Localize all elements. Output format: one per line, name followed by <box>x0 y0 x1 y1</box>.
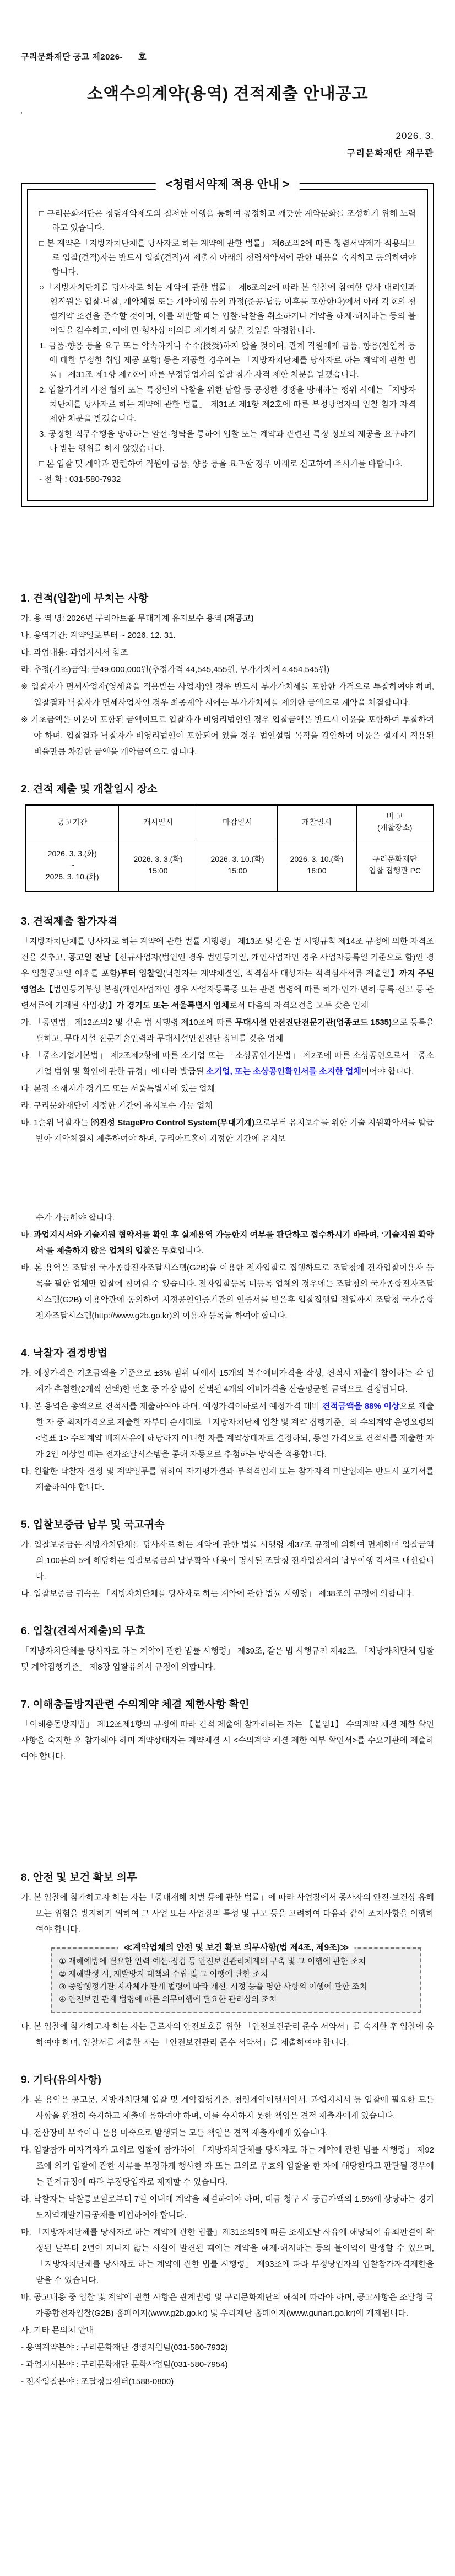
paragraph <box>21 2142 434 2190</box>
section-1-body <box>21 610 434 760</box>
text-run: 다. 본점 소재지가 경기도 또는 서울특별시에 있는 업체 <box>21 1084 215 1093</box>
section-2-heading: 2. 견적 제출 및 개찰일시 장소 <box>21 783 158 795</box>
text-run: 3. 공정한 직무수행을 방해하는 알선·청탁을 통하여 입찰 또는 계약과 관련된 특정 정보의 제공을 요구하거나 받는 행위를 하지 않겠습니다. <box>39 430 416 453</box>
page-title: 소액수의계약(용역) 견적제출 안내공고 <box>86 85 369 103</box>
integrity-pledge-content <box>27 189 428 501</box>
line: 2026. 3. 3.(화) <box>47 849 97 858</box>
section-7-heading: 7. 이해충돌방지관련 수의계약 체결 제한사항 확인 <box>21 1699 250 1710</box>
paragraph <box>39 427 416 456</box>
text-run: 나. 본 용역은 총액으로 견적서를 제출하여야 하며, 예정가격이하로서 예정가격 대비 <box>21 1402 322 1411</box>
line: 2026. 3. 10.(화) <box>290 855 344 863</box>
paragraph <box>21 1227 434 1259</box>
paragraph <box>39 281 416 338</box>
paragraph <box>21 1398 434 1462</box>
text-run: 소기업, 또는 소상공인확인서를 소지한 업체 <box>206 1067 361 1076</box>
section-9-body <box>21 2092 434 2390</box>
paragraph <box>21 1716 434 1764</box>
paragraph <box>21 2322 434 2338</box>
text-run: 가. 예정가격은 기초금액을 기준으로 ±3% 범위 내에서 15개의 복수예비가격을 작성, 견적서 제출에 참여하는 각 업체가 추첨한(2개씩 선택)한 번호 중 가장 많이 선택된 4개의 예비가격을 산술평균한 금액으로 결정됩니다. <box>21 1368 434 1394</box>
cell-deadline-datetime <box>198 839 277 892</box>
col-header-start-datetime <box>118 805 198 839</box>
cell-remarks <box>356 839 434 892</box>
text-run: ① 재해예방에 필요한 인력·예산·점검 등 안전보건관리체계의 구축 및 그 이행에 관한 조치 <box>59 1957 366 1966</box>
paragraph <box>21 2125 434 2141</box>
text-run: 다. 입찰참가 미자격자가 고의로 입찰에 참가하여 「지방자치단체를 당사자로 하는 계약에 관한 법률 시행령」 제92조에 의거 입찰에 관한 서류를 부정하게 행사한 자 또는 고의로 무효의 입찰을 한 자에 해당한다고 판단될 경우에는 관계규정에 따라 부정당업자로 제재할 수 있습니다. <box>21 2145 434 2187</box>
section-1-heading: 1. 견적(입찰)에 부치는 사항 <box>21 593 149 604</box>
cell-notice-period <box>26 839 118 892</box>
paragraph <box>39 473 416 487</box>
paragraph <box>21 1260 434 1324</box>
paragraph <box>59 1968 414 1981</box>
paragraph <box>21 2289 434 2321</box>
paragraph <box>21 1081 434 1097</box>
paragraph <box>21 2191 434 2223</box>
section-8-body-b <box>21 2019 434 2051</box>
text-run: 바. 본 용역은 조달청 국가종합전자조달시스템(G2B)을 이용한 전자입찰로 집행하므로 조달청에 전자입찰이용자 등록을 필한 업체만 입찰에 참여할 수 있습니다. 전자입찰등록 미등록 업체의 경우에는 조달청의 국가종합전자조달시스템(G2B) 이용약관에 동의하여 지정공인인증기관의 인증서를 받은후 입찰집행일 전일까지 조달청 국가종합전자조달시스템(http://www.g2b.go.kr)의 이용자 등록을 하여야 합니다. <box>21 1263 434 1321</box>
text-run: - 전자입찰분야 : 조달청콜센터(1588-0800) <box>21 2377 174 2386</box>
text-run: ※ 기초금액은 이윤이 포함된 금액이므로 입찰자가 비영리법인인 경우 입찰금액은 반드시 이윤을 포함하여 투찰하여야 하며, 입찰결과 낙찰자가 비영리법인이 포함되어 있을 경우 법인설립 목적을 감안하여 이윤은 설계시 적용된 비율만큼 차감한 금액을 계약금액으로 합니다. <box>21 715 434 756</box>
text-run: 법인등기부상 본점(개인사업자인 경우 사업자등록증 또는 관련 법령에 따른 허가·인가·면허·등록·신고 등 관련서류에 기재된 사업장) <box>21 985 434 1010</box>
text-run: 공고일 전날【 <box>68 953 120 962</box>
section-4-award-method <box>21 1345 434 1495</box>
paragraph <box>21 2374 434 2390</box>
line: 2026. 3. 10.(화) <box>45 872 99 881</box>
page-break-gap <box>21 1148 434 1209</box>
bid-schedule-table <box>25 804 434 892</box>
text-run: 】가 경기도 또는 서울특별시 업체 <box>108 1001 230 1010</box>
text-run: 입니다. <box>177 1246 204 1255</box>
paragraph <box>21 645 434 661</box>
paragraph <box>21 1586 434 1602</box>
text-run: ② 재해발생 시, 재발방지 대책의 수립 및 그 이행에 관한 조치 <box>59 1970 268 1979</box>
doc-date: 2026. 3. <box>396 131 434 141</box>
section-8-safety-health <box>21 1869 434 2051</box>
text-run: (재공고) <box>224 614 254 623</box>
col-header-deadline-datetime <box>198 805 277 839</box>
section-8-body-a <box>21 1890 434 1938</box>
cell-opening-datetime <box>277 839 356 892</box>
section-3-body-part1 <box>21 933 434 1147</box>
section-3-eligibility <box>21 913 434 1324</box>
text-run: - 전 화 : 031-580-7932 <box>39 475 121 484</box>
text-run: 나. 입찰보증금 귀속은 「지방자치단체를 당사자로 하는 계약에 관한 법률 시행령」 제38조의 규정에 의합니다. <box>21 1589 414 1598</box>
table-row <box>26 839 434 892</box>
text-run: 으로 제출한 자 중 최저가격으로 제출한 자부터 순서대로 「지방자치단체 입찰 및 계약 집행기준」의 수의계약 운영요령의 <별표 1> 수의계약 배제사유에 해당하지 아니한 자를 계약상대자로 결정하되, 동일 가격으로 견적서를 제출한 자가 2인 이상일 때는 전자조달시스템을 통해 자동으로 추첨하는 방식을 적용합니다. <box>36 1402 434 1459</box>
text-run: 나. 본 입찰에 참가하고자 하는 자는 근로자의 안전보호를 위한 「안전보건관리 준수 서약서」를 숙지한 후 입찰에 응하여야 하며, 입찰서를 제출한 자는 「안전보건관리 준수 서약서」를 제출하여야 합니다. <box>21 2022 434 2047</box>
integrity-pledge-box <box>21 178 434 507</box>
text-run: 「지방자치단체를 당사자로 하는 계약에 관한 법률 시행령」 제39조, 같은 법 시행규칙 제42조, 「지방자치단체 입찰 및 계약집행기준」 제8장 입찰유의서 규정에 의합니다. <box>21 1646 434 1672</box>
line: 공고기간 <box>57 817 88 827</box>
section-4-body <box>21 1365 434 1495</box>
text-run: 바. 공고내용 중 입찰 및 계약에 관한 사항은 관계법령 및 구리문화재단의 해석에 따라야 하며, 공고사항은 조달청 국가종합전자입찰(G2B) 홈페이지(www.g2b.go.kr) 및 우리재단 홈페이지(www.guriart.go.kr)에 게재됩니다. <box>21 2293 434 2318</box>
paragraph <box>39 207 416 235</box>
paragraph <box>21 933 434 1013</box>
section-8-heading: 8. 안전 및 보건 확보 의무 <box>21 1872 137 1883</box>
paragraph <box>21 1463 434 1495</box>
col-header-opening-datetime <box>277 805 356 839</box>
line: 입찰 집행관 PC <box>369 866 421 875</box>
paragraph <box>21 1365 434 1397</box>
text-run: 가. 본 입찰에 참가하고자 하는 자는「중대재해 처벌 등에 관한 법률」에 따라 사업장에서 종사자의 안전·보건상 유해 또는 위험을 방지하기 위하여 그 사업 또는 사업장의 특성 및 규모 등을 고려하여 다음과 같이 조치사항을 이행하여야 합니다. <box>21 1893 434 1934</box>
line: 15:00 <box>148 866 168 875</box>
text-run: 가. 입찰보증금은 지방자치단체를 당사자로 하는 계약에 관한 법률 시행령 제37조 규정에 의하여 면제하며 입찰금액의 100분의 5에 해당하는 입찰보증금의 납부확약 내용이 명시된 조달청 전자입찰서의 납부이행 각서로 대신합니다. <box>21 1540 434 1581</box>
text-run: 사. 기타 문의처 안내 <box>21 2326 94 2335</box>
text-run: ○「지방자치단체를 당사자로 하는 계약에 관한 법률」 제6조의2에 따라 본 입찰에 참여한 당사 대리인과 임직원은 입찰·낙찰, 계약체결 또는 계약이행 등의 과정(준공·납품 이후를 포함한다)에서 아래 각호의 청렴계약 조건을 준수할 것이며, 이를 위반할 때는 입찰·낙찰을 취소하거나 계약을 해제·해지하는 등의 불이익을 감수하고, 이에 민·형사상 이의를 제기하지 않을 것임을 약정합니다. <box>39 283 416 335</box>
text-run: 라. 추정(기초)금액: 금49,000,000원(추정가격 44,545,455원, 부가가치세 4,454,545원) <box>21 665 329 674</box>
line: ~ <box>70 860 75 870</box>
paragraph <box>39 237 416 280</box>
text-run: 다. 원활한 낙찰자 결정 및 계약업무를 위하여 자기평가결과 부적격업체 또는 참가자격 미달업체는 반드시 포기서를 제출하여야 합니다. <box>21 1467 434 1492</box>
section-3-heading: 3. 견적제출 참가자격 <box>21 916 118 927</box>
cell-start-datetime <box>118 839 198 892</box>
text-run: - 용역계약분야 : 구리문화재단 경영지원팀(031-580-7932) <box>21 2343 228 2352</box>
text-run: 나. 전산장비 부족이나 운용 미숙으로 발생되는 모든 책임은 견적 제출자에게 있습니다. <box>21 2128 328 2138</box>
section-6-heading: 6. 입찰(견적서제출)의 무효 <box>21 1625 145 1637</box>
text-run: 다. 과업내용: 과업지시서 참조 <box>21 648 128 657</box>
text-run: 가. 본 용역은 공고문, 지방자치단체 입찰 및 계약집행기준, 청렴계약이행서약서, 과업지시서 등 입찰에 필요한 모든 사항을 완전히 숙지하고 제출에 응하여야 하며, 이를 숙지하지 못한 책임은 견적 제출자에게 있습니다. <box>21 2095 434 2121</box>
paragraph <box>39 339 416 382</box>
paragraph <box>21 2357 434 2373</box>
text-run: 마. 「지방자치단체를 당사자로 하는 계약에 관한 법률」제31조의5에 따른 조세포탈 사유에 해당되어 유죄판결이 확정된 날부터 2년이 지나지 않는 사실이 발견된 때에는 계약을 해제·해지하는 등의 불이익이 발생할 수 있으며, 「지방자치단체를 당사자로 하는 계약에 관한 법률 시행령」 제93조에 따라 부정당업자의 입찰참가자격제한을 받을 수 있습니다. <box>21 2228 434 2285</box>
paragraph <box>59 1956 414 1968</box>
line: 구리문화재단 <box>372 855 418 863</box>
paragraph <box>21 1048 434 1080</box>
section-6-body <box>21 1643 434 1675</box>
text-run: (낙찰자는 계약체결일, 적격심사 대상자는 적격심사서류 제출일 <box>162 969 390 978</box>
section-6-invalid-bids <box>21 1623 434 1675</box>
text-run: □ 구리문화재단은 청렴계약제도의 철저한 이행을 통하여 공정하고 깨끗한 계약문화를 조성하기 위해 노력하고 있습니다. <box>39 209 416 233</box>
text-run: 수가 가능해야 합니다. <box>36 1213 115 1222</box>
text-run: 「지방자치단체를 당사자로 하는 계약에 관한 법률 시행령」 제13조 및 같은 법 시행규칙 제14조 규정에 의한 자격조건을 갖추고, <box>21 937 434 962</box>
text-run: 라. 낙찰자는 낙찰통보일로부터 7일 이내에 계약을 체결하여야 하며, 대금 청구 시 공급가액의 1.5%에 상당하는 경기도지역개발기금공채를 매입하여야 합니다. <box>21 2194 434 2220</box>
text-run: - 과업지시분야 : 구리문화재단 문화사업팀(031-580-7954) <box>21 2360 228 2369</box>
text-run: 2. 입찰가격의 사전 협의 또는 특정인의 낙찰을 위한 담합 등 공정한 경쟁을 방해하는 행위 시에는「지방자치단체를 당사자로 하는 계약에 관한 법률」 제31조 제1항 제2호에 따른 부정당업자의 입찰 참가 자격 제한 처분을 받겠습니다. <box>39 385 416 423</box>
paragraph <box>21 679 434 711</box>
text-run: 로서 다음의 자격요건을 모두 갖춘 업체 <box>229 1001 369 1010</box>
line: 2026. 3. 3.(화) <box>133 855 183 863</box>
text-run: 마. 1순위 낙찰자는 <box>21 1118 91 1128</box>
line: 비 고 <box>386 812 404 820</box>
text-run: ㈜진성 StagePro Control System(무대기계) <box>90 1118 255 1128</box>
doc-ref-number: 구리문화재단 공고 제2026- 호 <box>21 52 147 62</box>
text-run: ③ 중앙행정기관.지자체가 관계 법령에 따라 개선, 시정 등을 명한 사항의 이행에 관한 조치 <box>59 1983 367 1992</box>
safety-obligations-box-content <box>51 1947 421 2013</box>
paragraph <box>21 2339 434 2355</box>
paragraph <box>39 457 416 471</box>
paragraph <box>21 712 434 760</box>
line: 개시일시 <box>143 817 174 827</box>
text-run: 1. 금품·향응 등을 요구 또는 약속하거나 수수(授受)하지 않을 것이며, 관계 직원에게 금품, 향응(친인척 등에 대한 부정한 취업 제공 포함) 등을 제공한 경우에는 「지방자치단체를 당사자로 하는 계약에 관한 법률」 제31조 제1항 제7호에 따른 부정당업자의 입찰 참가 자격 제한 처분을 받겠습니다. <box>39 341 416 379</box>
section-9-misc-notes <box>21 2071 434 2390</box>
section-3-body-part2 <box>21 1210 434 1324</box>
integrity-pledge-title: <청렴서약제 적용 안내 > <box>156 175 300 192</box>
table-header-row <box>26 805 434 839</box>
paragraph <box>39 383 416 426</box>
paragraph <box>21 1098 434 1114</box>
text-run: □ 본 계약은「지방자치단체를 당사자로 하는 계약에 관한 법률」 제6조의2에 따른 청렴서약제가 적용되므로 입찰(견적)자는 반드시 입찰(견적)서 제출시 아래의 청렴서약서에 관한 내용을 숙지하고 동의하여야 합니다. <box>39 239 416 277</box>
text-run: 부터 입찰일 <box>120 969 163 978</box>
paragraph <box>21 1015 434 1046</box>
paragraph <box>21 627 434 643</box>
paragraph <box>21 1210 434 1226</box>
line: 개찰일시 <box>301 817 332 827</box>
section-7-body <box>21 1716 434 1764</box>
section-5-bid-bond <box>21 1516 434 1602</box>
section-5-heading: 5. 입찰보증금 납부 및 국고귀속 <box>21 1519 165 1531</box>
line: 15:00 <box>228 866 247 875</box>
section-1-bid-matters <box>21 590 434 760</box>
paragraph <box>21 1115 434 1147</box>
safety-obligations-box-title: ≪계약업체의 안전 및 보건 확보 의무사항(법 제4조, 제9조)≫ <box>118 1941 355 1953</box>
paragraph <box>21 1537 434 1585</box>
text-run: 무대시설 안전진단전문기관(업종코드 1535) <box>235 1018 392 1027</box>
line: (개찰장소) <box>377 823 413 832</box>
page-break-gap <box>21 1765 434 1848</box>
section-7-conflict-of-interest <box>21 1696 434 1764</box>
paragraph <box>21 662 434 678</box>
line: 16:00 <box>307 866 327 875</box>
text-run: 신규사업자(법인인 경우 법인등기일, 개인사업자인 경우 사업자등록일 기준으로 함)인 경우 입찰공고일 이후를 포함) <box>21 953 434 978</box>
col-header-notice-period <box>26 805 118 839</box>
section-9-heading: 9. 기타(유의사항) <box>21 2074 102 2086</box>
col-header-remarks <box>356 805 434 839</box>
paragraph <box>21 2224 434 2288</box>
paragraph <box>21 2019 434 2051</box>
text-run: 「이해충돌방지법」 제12조제1항의 규정에 따라 견적 제출에 참가하려는 자는 【붙임1】 수의계약 체결 제한 확인 사항을 숙지한 후 참가해야 하며 계약상대자는 계약체결 시 <수의계약 체결 제한 여부 확인서>를 수요기관에 제출하여야 합니다. <box>21 1720 434 1761</box>
text-run: 이어야 합니다. <box>361 1067 414 1076</box>
safety-obligations-box <box>51 1943 421 2013</box>
section-2-schedule <box>21 781 434 892</box>
doc-issuer: 구리문화재단 재무관 <box>346 149 434 158</box>
stray-mark: ' <box>21 111 23 119</box>
text-run: 】까지 주된 영업소【 <box>21 969 434 994</box>
paragraph <box>59 1994 414 2006</box>
text-run: 견적금액을 88% 이상 <box>322 1402 400 1411</box>
paragraph <box>59 1981 414 1993</box>
text-run: ※ 입찰자가 면세사업자(영세율을 적용받는 사업자)인 경우 반드시 부가가치세를 포함한 가격으로 투찰하여야 하며, 입찰결과 낙찰자가 면세사업자인 경우 최종계약 시에는 부가가치세를 제외한 금액으로 계약을 체결합니다. <box>21 682 434 707</box>
text-run: 나. 용역기간: 계약일로부터 ~ 2026. 12. 31. <box>21 631 176 640</box>
text-run: 가. 용 역 명: 2026년 구리아트홀 무대기계 유지보수 용역 <box>21 614 225 623</box>
section-5-body <box>21 1537 434 1602</box>
line: 2026. 3. 10.(화) <box>210 855 264 863</box>
text-run: 마. <box>21 1230 34 1239</box>
text-run: 나. 「중소기업기본법」 제2조제2항에 따른 소기업 또는 「소상공인기본법」 제2조에 따른 소상공인으로서「중소기업 범위 및 확인에 관한 규정」에 따라 발급된 <box>21 1051 434 1076</box>
text-run: 라. 구리문화재단이 지정한 기간에 유지보수 가능 업체 <box>21 1101 213 1110</box>
text-run: 으로부터 유지보수를 위한 기술 지원확약서를 발급받아 계약체결시 제출하여야 하며, 구리아트홀이 지정한 기간에 유지보 <box>36 1118 434 1144</box>
text-run: ④ 안전보건 관계 법령에 따른 의무이행에 필요한 관리상의 조치 <box>59 1995 277 2004</box>
line: 마감일시 <box>222 817 253 827</box>
text-run: □ 본 입찰 및 계약과 관련하여 직원이 금품, 향응 등을 요구할 경우 아래로 신고하여 주시기를 바랍니다. <box>39 459 403 469</box>
text-run: 가. 「공연법」제12조의2 및 같은 법 시행령 제10조에 따른 <box>21 1018 235 1027</box>
paragraph <box>21 1890 434 1938</box>
text-run: 과업지시서와 기술지원 협약서를 확인 후 실제용역 가능한지 여부를 판단하고 접수하시기 바라며, ‘기술지원 확약서‘를 제출하지 않은 업체의 입찰은 무효 <box>34 1230 435 1255</box>
section-4-heading: 4. 낙찰자 결정방법 <box>21 1348 108 1359</box>
paragraph <box>21 610 434 626</box>
paragraph <box>21 1643 434 1675</box>
paragraph <box>21 2092 434 2124</box>
text-run: 으로 등록을 필하고, 무대시설 전문기술인력과 무대시설안전진단 장비를 갖춘 업체 <box>36 1018 434 1043</box>
